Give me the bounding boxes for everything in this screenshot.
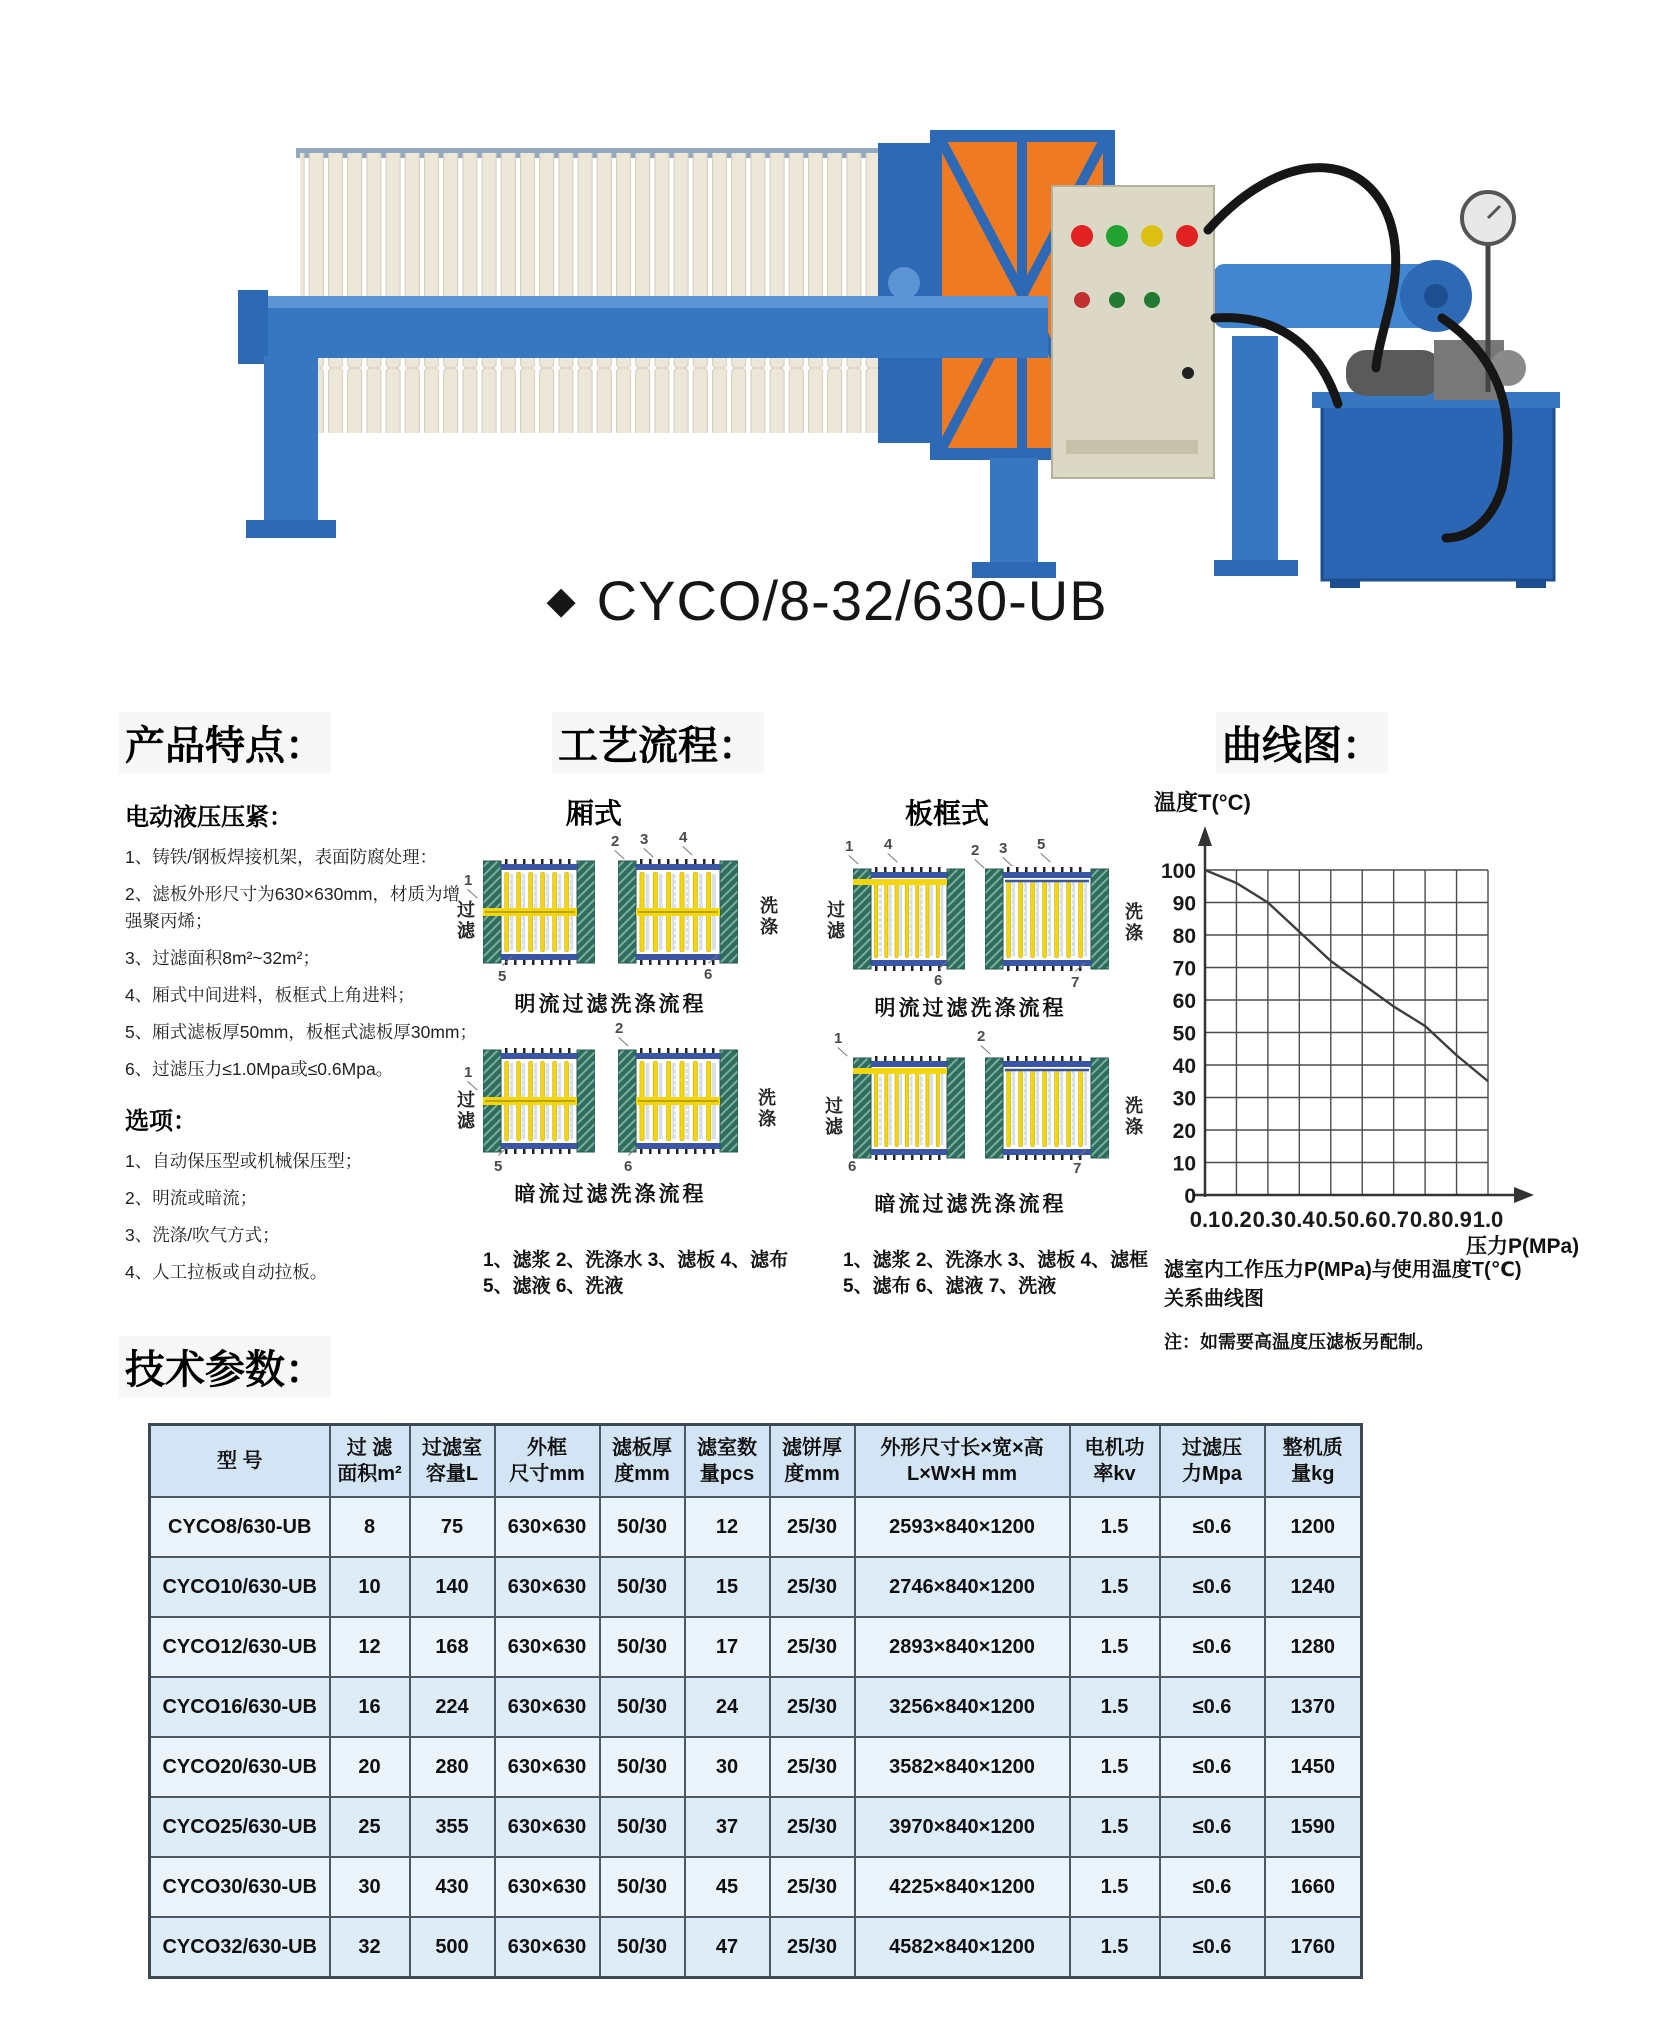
spec-cell: 37: [685, 1797, 770, 1857]
feature-item: 1、铸铁/钢板焊接机架，表面防腐处理：: [125, 847, 438, 867]
diagram-number-label: 1: [834, 1030, 843, 1047]
spec-cell: 2593×840×1200: [855, 1497, 1070, 1557]
features-panel: [125, 797, 477, 1296]
diagram-number-label: 1: [464, 872, 473, 889]
spec-cell: 32: [330, 1917, 410, 1978]
svg-text:100: 100: [1160, 860, 1196, 883]
flow-label-wash: 洗涤: [1123, 902, 1143, 944]
spec-cell: 1.5: [1070, 1557, 1160, 1617]
spec-cell: 50/30: [600, 1797, 685, 1857]
svg-text:30: 30: [1172, 1087, 1196, 1111]
spec-cell: ≤0.6: [1160, 1677, 1265, 1737]
machine-photo: [230, 68, 1560, 588]
model-cell: CYCO8/630-UB: [150, 1497, 330, 1557]
spec-cell: 1.5: [1070, 1617, 1160, 1677]
diagram-number-label: 4: [679, 829, 688, 846]
svg-text:0.9: 0.9: [1441, 1207, 1472, 1232]
model-cell: CYCO10/630-UB: [150, 1557, 330, 1617]
spec-cell: 224: [410, 1677, 495, 1737]
spec-cell: ≤0.6: [1160, 1737, 1265, 1797]
diagram-number-label: 7: [1071, 974, 1080, 991]
spec-row: [150, 1677, 1362, 1737]
model-cell: CYCO30/630-UB: [150, 1857, 330, 1917]
flow-label-wash: 洗涤: [1123, 1096, 1143, 1138]
diagram-number-label: 5: [498, 968, 507, 985]
spec-cell: 630×630: [495, 1677, 600, 1737]
spec-cell: 50/30: [600, 1677, 685, 1737]
features-list: [125, 844, 477, 1083]
diagram-number-label: 6: [934, 972, 943, 989]
spec-cell: 25/30: [770, 1617, 855, 1677]
curve-caption: 滤室内工作压力P(MPa)与使用温度T(℃) 关系曲线图: [1164, 1259, 1522, 1310]
spec-cell: 25/30: [770, 1857, 855, 1917]
spec-cell: 2746×840×1200: [855, 1557, 1070, 1617]
feature-item: 5、厢式滤板厚50mm，板框式滤板厚30mm；: [125, 1022, 477, 1042]
spec-row: [150, 1917, 1362, 1978]
diagram-number-label: 5: [1037, 836, 1046, 853]
svg-text:50: 50: [1172, 1022, 1196, 1046]
model-cell: CYCO32/630-UB: [150, 1917, 330, 1978]
spec-header-cell: 过滤压 力Mpa: [1160, 1425, 1265, 1498]
spec-cell: 1370: [1265, 1677, 1362, 1737]
spec-row: [150, 1497, 1362, 1557]
spec-cell: 630×630: [495, 1797, 600, 1857]
features-subheading-options: 选项：: [125, 1108, 197, 1135]
spec-header-cell: 过滤室 容量L: [410, 1425, 495, 1498]
caption-open-flow-chamber: 明流过滤洗涤流程: [514, 993, 707, 1016]
diagram-number-label: 1: [464, 1064, 473, 1081]
x-axis-label: 压力P(MPa): [1466, 1235, 1580, 1258]
spec-header-cell: 外框 尺寸mm: [495, 1425, 600, 1498]
spec-header-cell: 整机质 量kg: [1265, 1425, 1362, 1498]
diagram-number-label: 2: [615, 1020, 624, 1037]
spec-cell: 30: [330, 1857, 410, 1917]
spec-cell: ≤0.6: [1160, 1857, 1265, 1917]
spec-header-cell: 滤板厚 度mm: [600, 1425, 685, 1498]
spec-cell: 47: [685, 1917, 770, 1978]
features-subheading-hydraulic: 电动液压压紧：: [125, 804, 293, 831]
svg-text:20: 20: [1172, 1120, 1196, 1143]
process-diagram: [985, 1055, 1109, 1161]
spec-row: [150, 1617, 1362, 1677]
diagram-number-label: 2: [611, 833, 620, 850]
spec-cell: 50/30: [600, 1617, 685, 1677]
spec-cell: 10: [330, 1557, 410, 1617]
spec-cell: 45: [685, 1857, 770, 1917]
spec-header-row: [150, 1425, 1362, 1498]
model-cell: CYCO16/630-UB: [150, 1677, 330, 1737]
spec-cell: 25/30: [770, 1917, 855, 1978]
spec-cell: 1200: [1265, 1497, 1362, 1557]
spec-cell: 50/30: [600, 1497, 685, 1557]
diagram-number-label: 6: [624, 1158, 633, 1175]
spec-cell: 1280: [1265, 1617, 1362, 1677]
option-item: 4、人工拉板或自动拉板。: [125, 1262, 328, 1282]
spec-cell: 50/30: [600, 1917, 685, 1978]
diagram-number-label: 1: [845, 838, 854, 855]
spec-header-cell: 外形尺寸长×宽×高 L×W×H mm: [855, 1425, 1070, 1498]
spec-header-cell: 过 滤 面积m²: [330, 1425, 410, 1498]
spec-row: [150, 1857, 1362, 1917]
diagram-number-label: 6: [704, 966, 713, 983]
svg-text:0.3: 0.3: [1252, 1207, 1284, 1232]
flow-label-filter: 过滤: [455, 900, 475, 942]
process-diagram: [985, 866, 1109, 972]
spec-cell: 630×630: [495, 1857, 600, 1917]
diagram-number-label: 3: [640, 831, 649, 848]
spec-row: [150, 1557, 1362, 1617]
spec-cell: 25/30: [770, 1737, 855, 1797]
model-cell: CYCO20/630-UB: [150, 1737, 330, 1797]
spec-header-cell: 电机功 率kv: [1070, 1425, 1160, 1498]
spec-cell: 1.5: [1070, 1737, 1160, 1797]
spec-cell: ≤0.6: [1160, 1497, 1265, 1557]
section-heading-specs: 技术参数：: [119, 1336, 331, 1397]
spec-cell: 20: [330, 1737, 410, 1797]
spec-cell: 25/30: [770, 1677, 855, 1737]
section-heading-features: 产品特点：: [119, 712, 331, 773]
model-cell: CYCO12/630-UB: [150, 1617, 330, 1677]
spec-cell: 630×630: [495, 1737, 600, 1797]
diagram-number-label: 3: [999, 840, 1008, 857]
spec-cell: 4225×840×1200: [855, 1857, 1070, 1917]
spec-cell: 12: [685, 1497, 770, 1557]
flow-label-wash: 洗涤: [756, 1088, 776, 1130]
spec-cell: 1660: [1265, 1857, 1362, 1917]
spec-cell: 1.5: [1070, 1917, 1160, 1978]
spec-cell: 168: [410, 1617, 495, 1677]
spec-cell: 25/30: [770, 1797, 855, 1857]
product-model-text: CYCO/8-32/630-UB: [596, 569, 1108, 632]
option-item: 1、自动保压型或机械保压型；: [125, 1151, 363, 1171]
section-heading-curve: 曲线图：: [1216, 712, 1388, 773]
spec-cell: 2893×840×1200: [855, 1617, 1070, 1677]
process-diagram: [483, 1047, 595, 1155]
feature-item: 6、过滤压力≤1.0Mpa或≤0.6Mpa。: [125, 1059, 394, 1079]
svg-text:0.2: 0.2: [1221, 1207, 1252, 1232]
svg-text:0.7: 0.7: [1378, 1207, 1409, 1232]
flow-label-filter: 过滤: [455, 1090, 475, 1132]
feature-item: 4、厢式中间进料，板框式上角进料；: [125, 985, 415, 1005]
svg-text:0.6: 0.6: [1346, 1207, 1378, 1232]
spec-cell: 15: [685, 1557, 770, 1617]
legend-line: 5、滤布 6、滤液 7、洗液: [843, 1276, 1057, 1297]
svg-text:1.0: 1.0: [1472, 1207, 1504, 1232]
spec-cell: 630×630: [495, 1557, 600, 1617]
spec-header-cell: 滤室数 量pcs: [685, 1425, 770, 1498]
legend-plate-frame: [843, 1248, 1153, 1300]
diagram-number-label: 5: [494, 1158, 503, 1175]
spec-cell: 3970×840×1200: [855, 1797, 1070, 1857]
spec-cell: 280: [410, 1737, 495, 1797]
spec-row: [150, 1737, 1362, 1797]
svg-text:0: 0: [1184, 1185, 1196, 1208]
y-axis-label: 温度T(°C): [1154, 790, 1251, 815]
spec-cell: 4582×840×1200: [855, 1917, 1070, 1978]
spec-cell: ≤0.6: [1160, 1797, 1265, 1857]
spec-cell: 25/30: [770, 1497, 855, 1557]
spec-cell: 140: [410, 1557, 495, 1617]
process-diagram: [483, 858, 595, 966]
spec-row: [150, 1797, 1362, 1857]
spec-cell: 1760: [1265, 1917, 1362, 1978]
spec-cell: 16: [330, 1677, 410, 1737]
spec-cell: ≤0.6: [1160, 1557, 1265, 1617]
options-list: [125, 1148, 477, 1286]
diagram-number-label: 2: [977, 1028, 986, 1045]
caption-closed-flow-plate: 暗流过滤洗涤流程: [874, 1193, 1067, 1216]
svg-text:70: 70: [1172, 957, 1196, 981]
svg-text:60: 60: [1172, 990, 1196, 1013]
svg-text:0.8: 0.8: [1409, 1207, 1441, 1232]
group-label-chamber: 厢式: [566, 798, 623, 829]
spec-cell: 1240: [1265, 1557, 1362, 1617]
spec-cell: 1590: [1265, 1797, 1362, 1857]
spec-cell: 355: [410, 1797, 495, 1857]
spec-cell: 1.5: [1070, 1797, 1160, 1857]
spec-cell: 8: [330, 1497, 410, 1557]
flow-label-wash: 洗涤: [758, 896, 778, 938]
curve-chart: [1150, 778, 1610, 1388]
svg-text:10: 10: [1172, 1152, 1196, 1176]
svg-text:0.5: 0.5: [1315, 1207, 1347, 1232]
diagram-number-label: 2: [971, 842, 980, 859]
process-diagram: [853, 866, 965, 972]
spec-cell: 17: [685, 1617, 770, 1677]
svg-text:0.1: 0.1: [1189, 1207, 1221, 1232]
spec-cell: 25/30: [770, 1557, 855, 1617]
svg-text:80: 80: [1172, 925, 1196, 948]
spec-cell: 630×630: [495, 1617, 600, 1677]
spec-cell: 3256×840×1200: [855, 1677, 1070, 1737]
curve-note: 注：如需要高温度压滤板另配制。: [1164, 1332, 1434, 1352]
spec-cell: 1450: [1265, 1737, 1362, 1797]
diagram-number-label: 7: [1073, 1160, 1082, 1177]
model-cell: CYCO25/630-UB: [150, 1797, 330, 1857]
spec-cell: 50/30: [600, 1737, 685, 1797]
spec-table-wrap: [148, 1423, 1360, 1979]
flow-label-filter: 过滤: [823, 1096, 843, 1138]
caption-open-flow-plate: 明流过滤洗涤流程: [874, 997, 1067, 1020]
legend-chamber: [483, 1248, 793, 1300]
group-label-plate-frame: 板框式: [905, 798, 990, 829]
spec-cell: 1.5: [1070, 1677, 1160, 1737]
spec-cell: 50/30: [600, 1557, 685, 1617]
svg-text:90: 90: [1172, 892, 1196, 916]
caption-closed-flow-chamber: 暗流过滤洗涤流程: [514, 1183, 707, 1206]
spec-cell: 3582×840×1200: [855, 1737, 1070, 1797]
spec-cell: 430: [410, 1857, 495, 1917]
spec-header-cell: 型 号: [150, 1425, 330, 1498]
spec-cell: 1.5: [1070, 1857, 1160, 1917]
spec-table: [148, 1423, 1363, 1979]
process-diagram: [618, 1047, 738, 1155]
spec-header-cell: 滤饼厚 度mm: [770, 1425, 855, 1498]
spec-cell: 75: [410, 1497, 495, 1557]
svg-text:0.4: 0.4: [1284, 1207, 1315, 1232]
spec-cell: ≤0.6: [1160, 1617, 1265, 1677]
spec-cell: 500: [410, 1917, 495, 1978]
spec-cell: 630×630: [495, 1497, 600, 1557]
feature-item: 2、滤板外形尺寸为630×630mm，材质为增强聚丙烯；: [125, 884, 461, 931]
option-item: 2、明流或暗流；: [125, 1188, 258, 1208]
option-item: 3、洗涤/吹气方式；: [125, 1225, 280, 1245]
spec-cell: ≤0.6: [1160, 1917, 1265, 1978]
spec-cell: 630×630: [495, 1917, 600, 1978]
spec-cell: 12: [330, 1617, 410, 1677]
spec-cell: 1.5: [1070, 1497, 1160, 1557]
diagram-number-label: 4: [884, 836, 893, 853]
curve-plot: [1150, 820, 1580, 1240]
process-diagram: [618, 858, 738, 966]
svg-text:40: 40: [1172, 1055, 1196, 1078]
diamond-bullet-icon: ◆: [546, 580, 577, 622]
diagram-number-label: 6: [848, 1158, 857, 1175]
spec-cell: 50/30: [600, 1857, 685, 1917]
legend-line: 5、滤液 6、洗液: [483, 1276, 624, 1297]
flow-label-filter: 过滤: [825, 900, 845, 942]
legend-line: 1、滤浆 2、洗涤水 3、滤板 4、滤布: [483, 1250, 789, 1271]
spec-cell: 24: [685, 1677, 770, 1737]
product-title: [0, 568, 1654, 633]
section-heading-process: 工艺流程：: [552, 712, 764, 773]
process-diagram: [853, 1055, 965, 1161]
spec-cell: 25: [330, 1797, 410, 1857]
feature-item: 3、过滤面积8m²~32m²；: [125, 948, 320, 968]
spec-cell: 30: [685, 1737, 770, 1797]
legend-line: 1、滤浆 2、洗涤水 3、滤板 4、滤框: [843, 1250, 1149, 1271]
